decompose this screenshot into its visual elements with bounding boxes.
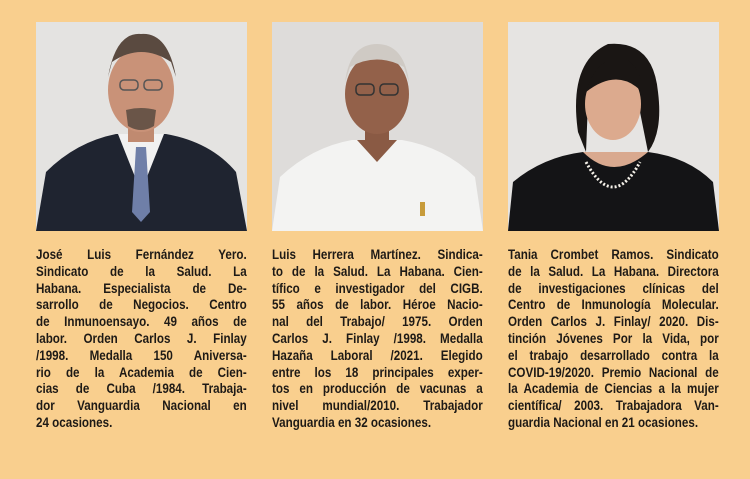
caption-line: Centro de Inmunología Molecular. bbox=[508, 297, 719, 314]
caption-line: Habana. Especialista de De- bbox=[36, 280, 247, 297]
caption-line: rio de la Academia de Cien- bbox=[36, 364, 247, 381]
caption-tania-crombet-ramos bbox=[508, 247, 719, 432]
caption-line: de la Salud. La Habana. Directora bbox=[508, 263, 719, 280]
caption-luis-herrera-martinez bbox=[272, 247, 483, 432]
caption-line: Vanguardia en 32 ocasiones. bbox=[272, 414, 432, 431]
caption-line: Hazaña Laboral /2021. Elegido bbox=[272, 347, 483, 364]
caption-line: la Academia de Ciencias a la mujer bbox=[508, 381, 719, 398]
caption-line: labor. Orden Carlos J. Finlay bbox=[36, 330, 247, 347]
caption-line: dor Vanguardia Nacional en bbox=[36, 398, 247, 415]
caption-line: COVID-19/2020. Premio Nacional de bbox=[508, 364, 719, 381]
caption-line: el trabajo desarrollado contra la bbox=[508, 347, 719, 364]
caption-line: guardia Nacional en 21 ocasiones. bbox=[508, 414, 699, 431]
caption-line: Tania Crombet Ramos. Sindicato bbox=[508, 247, 719, 263]
caption-line: entre los 18 principales exper- bbox=[272, 364, 483, 381]
caption-line: científica/ 2003. Trabajadora Van- bbox=[508, 398, 719, 415]
caption-line: 55 años de labor. Héroe Nacio- bbox=[272, 297, 483, 314]
caption-line: tinción Jóvenes Por la Vida, por bbox=[508, 330, 719, 347]
caption-line: Orden Carlos J. Finlay/ 2020. Dis- bbox=[508, 314, 719, 331]
caption-line: cias de Cuba /1984. Trabaja- bbox=[36, 381, 247, 398]
caption-line: nal del Trabajo/ 1975. Orden bbox=[272, 314, 483, 331]
caption-line: tífico e investigador del CIGB. bbox=[272, 280, 483, 297]
caption-line: Carlos J. Finlay /1998. Medalla bbox=[272, 330, 483, 347]
caption-jose-luis-fernandez-yero bbox=[36, 247, 247, 432]
caption-line: Luis Herrera Martínez. Sindica- bbox=[272, 247, 483, 263]
caption-line: /1998. Medalla 150 Aniversa- bbox=[36, 347, 247, 364]
caption-line: Sindicato de la Salud. La bbox=[36, 263, 247, 280]
caption-line: to de la Salud. La Habana. Cien- bbox=[272, 263, 483, 280]
portrait-photo-jose-luis-fernandez-yero bbox=[36, 22, 247, 231]
caption-line: sarrollo de Negocios. Centro bbox=[36, 297, 247, 314]
caption-line: de Inmunoensayo. 49 años de bbox=[36, 314, 247, 331]
caption-line: de investigaciones clínicas del bbox=[508, 280, 719, 297]
caption-line: José Luis Fernández Yero. bbox=[36, 247, 247, 263]
portrait-photo-tania-crombet-ramos bbox=[508, 22, 719, 231]
caption-line: tos en producción de vacunas a bbox=[272, 381, 483, 398]
caption-line: 24 ocasiones. bbox=[36, 414, 113, 431]
caption-line: nivel mundial/2010. Trabajador bbox=[272, 398, 483, 415]
portrait-photo-luis-herrera-martinez bbox=[272, 22, 483, 231]
